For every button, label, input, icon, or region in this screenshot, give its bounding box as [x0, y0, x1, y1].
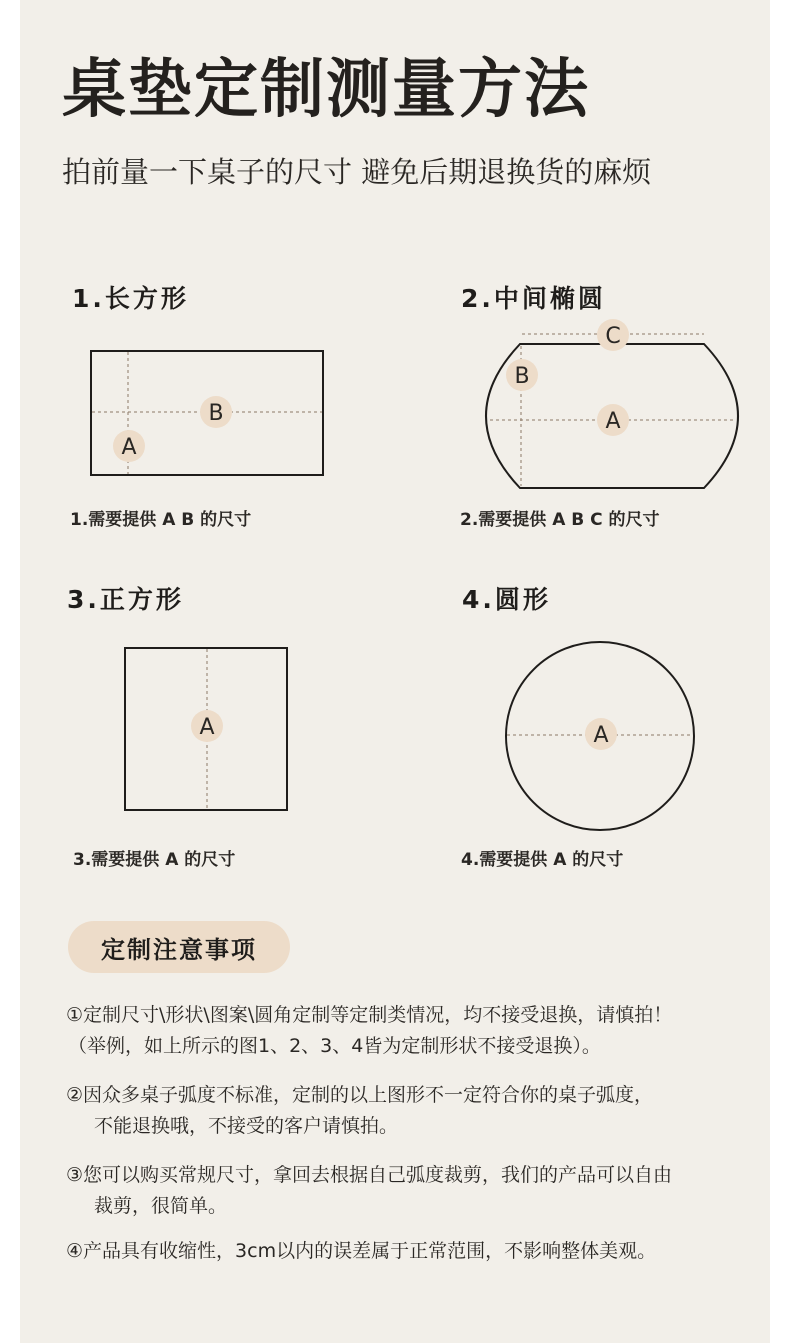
rectangle-diagram	[90, 350, 326, 478]
badge-b	[506, 359, 538, 391]
note-line: ①定制尺寸\形状\图案\圆角定制等定制类情况，均不接受退换，请慎拍！	[66, 1004, 673, 1026]
badge-a	[585, 718, 617, 750]
middle-ellipse-diagram	[486, 318, 740, 492]
svg-text:B: B	[208, 401, 224, 426]
note-item	[66, 1080, 756, 1142]
svg-text:A: A	[593, 723, 609, 748]
svg-text:C: C	[605, 324, 621, 349]
shape-requirement-square: 3.需要提供 A 的尺寸	[73, 850, 236, 870]
badge-a	[113, 430, 145, 462]
note-line: 裁剪，很简单。	[94, 1195, 228, 1217]
svg-text:A: A	[121, 435, 137, 460]
page-title: 桌垫定制测量方法	[62, 53, 590, 127]
notes-heading-badge	[68, 921, 290, 973]
svg-text:A: A	[199, 715, 215, 740]
shape-heading-rectangle: 1.长方形	[72, 284, 189, 313]
svg-text:B: B	[514, 364, 530, 389]
badge-a	[191, 710, 223, 742]
note-item	[66, 1236, 756, 1267]
circle-diagram	[504, 640, 696, 832]
page	[20, 0, 770, 1343]
note-line: （举例，如上所示的图1、2、3、4皆为定制形状不接受退换）。	[68, 1035, 601, 1057]
badge-a	[597, 404, 629, 436]
badge-b	[200, 396, 232, 428]
shape-requirement-middle-ellipse: 2.需要提供 A B C 的尺寸	[460, 510, 660, 530]
note-line: 不能退换哦，不接受的客户请慎拍。	[94, 1115, 399, 1137]
note-line: ③您可以购买常规尺寸，拿回去根据自己弧度裁剪，我们的产品可以自由	[66, 1164, 673, 1186]
note-item	[66, 1160, 756, 1222]
shape-heading-circle: 4.圆形	[462, 585, 551, 614]
note-line: ④产品具有收缩性，3cm以内的误差属于正常范围，不影响整体美观。	[66, 1240, 657, 1262]
badge-c	[597, 319, 629, 351]
note-line: ②因众多桌子弧度不标准，定制的以上图形不一定符合你的桌子弧度，	[66, 1084, 654, 1106]
shape-heading-middle-ellipse: 2.中间椭圆	[461, 284, 606, 313]
page-subtitle: 拍前量一下桌子的尺寸 避免后期退换货的麻烦	[62, 155, 652, 189]
shape-requirement-circle: 4.需要提供 A 的尺寸	[461, 850, 624, 870]
shape-requirement-rectangle: 1.需要提供 A B 的尺寸	[70, 510, 252, 530]
notes-heading: 定制注意事项	[101, 935, 257, 964]
svg-text:A: A	[605, 409, 621, 434]
square-diagram	[124, 647, 290, 813]
shape-heading-square: 3.正方形	[67, 585, 184, 614]
note-item	[66, 1000, 756, 1062]
